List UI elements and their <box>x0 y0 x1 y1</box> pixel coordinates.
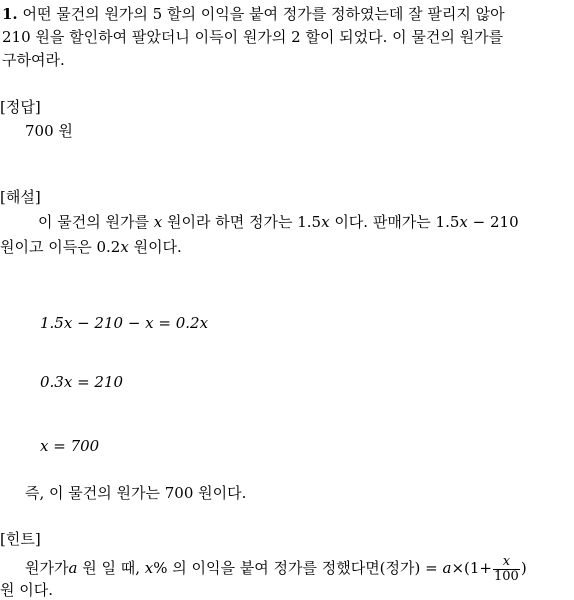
hint-header: [힌트] <box>0 530 41 548</box>
fraction-x-over-100 <box>493 555 520 584</box>
solution-text: 이 물건의 원가를 <box>38 213 154 231</box>
equation-1: 1.5x − 210 − x = 0.2x <box>40 314 209 332</box>
solution-text: 원이라 하면 정가는 1.5 <box>162 213 322 231</box>
question-text-1: 어떤 물건의 원가의 5 할의 이익을 붙여 정가를 정하였는데 잘 팔리지 않아 <box>22 5 505 23</box>
solution-conclusion: 즉, 이 물건의 원가는 700 원이다. <box>25 484 247 502</box>
solution-line-2 <box>0 237 182 257</box>
hint-line-2: 원 이다. <box>0 581 54 599</box>
fraction-denominator: 100 <box>493 568 519 584</box>
variable-x: x <box>120 238 129 256</box>
hint-text: % 의 이익을 붙여 정가를 정했다면(정가) = <box>153 559 443 577</box>
hint-text: ×(1+ <box>451 559 492 577</box>
solution-text: − 210 <box>467 213 519 231</box>
question-number: 1. <box>2 5 18 23</box>
variable-a: a <box>442 559 452 577</box>
hint-text: 원 일 때, <box>77 559 145 577</box>
fraction-numerator: x <box>502 553 511 569</box>
solution-text: 이다. 판매가는 1.5 <box>329 213 460 231</box>
solution-header: [해설] <box>0 188 41 206</box>
variable-x: x <box>459 213 468 231</box>
variable-a: a <box>68 559 78 577</box>
variable-x: x <box>153 213 163 231</box>
answer-value: 700 원 <box>25 122 73 140</box>
solution-line-1 <box>38 212 519 232</box>
solution-text: 원이고 이득은 0.2 <box>0 238 121 256</box>
question-line-2: 210 원을 할인하여 팔았더니 이득이 원가의 2 할이 되었다. 이 물건의 원가를 <box>2 28 504 46</box>
solution-text: 원이다. <box>128 238 182 256</box>
hint-text: 원가가 <box>25 559 69 577</box>
equation-3: x = 700 <box>40 437 100 455</box>
hint-line-1 <box>25 551 527 585</box>
question-line-3: 구하여라. <box>2 51 65 69</box>
hint-text: ) <box>520 559 527 577</box>
answer-header: [정답] <box>0 98 41 116</box>
equation-2: 0.3x = 210 <box>40 373 124 391</box>
variable-x: x <box>144 559 154 577</box>
question-line-1 <box>2 4 505 24</box>
variable-x: x <box>321 213 330 231</box>
